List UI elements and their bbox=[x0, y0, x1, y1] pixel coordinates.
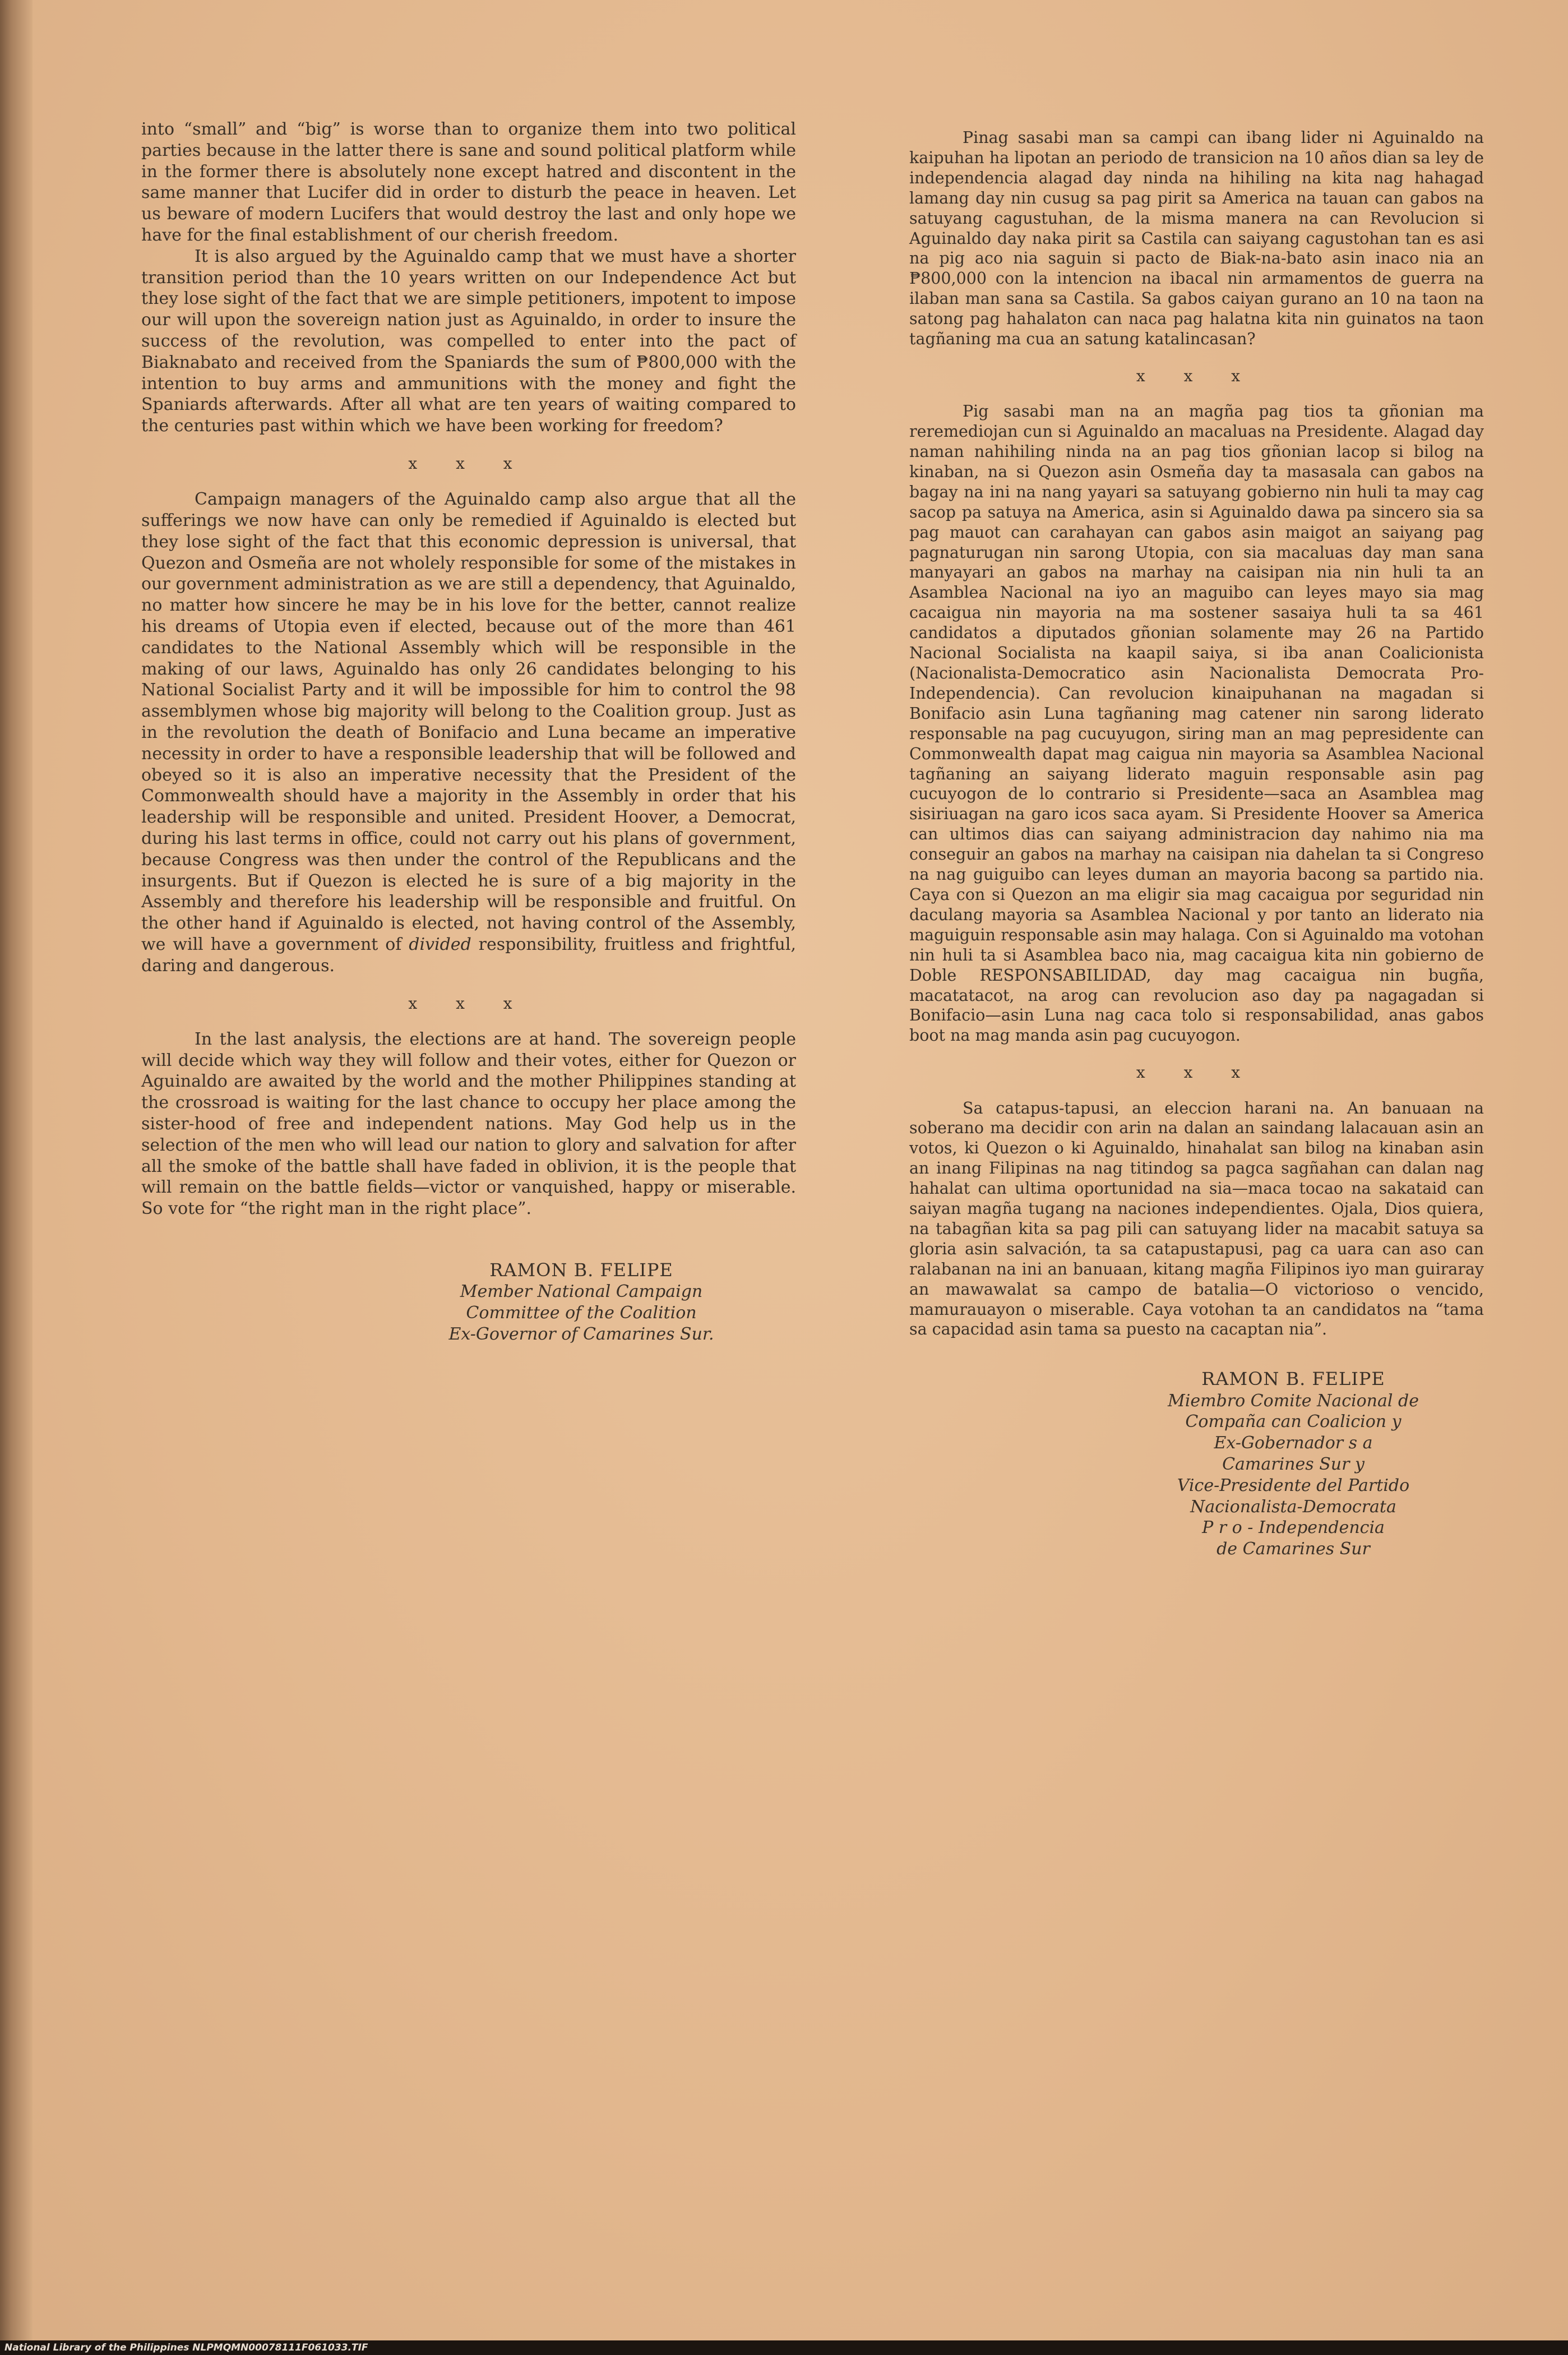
left-paragraph-1: into “small” and “big” is worse than to organize them into two political parties because in the latter there is sane and sound political platform while in the former there is absolutely none except hatred and discontent in the same manner that Lucifer did in order to disturb the peace in heaven. Let us beware of modern Lucifers that would destroy the last and only hope we have for the final establishment of our cherish freedom. bbox=[141, 119, 796, 245]
scan-edge-shadow bbox=[0, 0, 33, 2355]
signature-title-line: Camarines Sur y bbox=[1222, 1454, 1365, 1475]
left-paragraph-3-end: responsibility, fruitless and frightful, daring and dangerous. bbox=[141, 934, 796, 976]
section-separator: x x x bbox=[408, 994, 529, 1013]
section-separator: x x x bbox=[408, 454, 529, 473]
scan-footer-label: National Library of the Philippines NLPMQMN00078111F061033.TIF bbox=[4, 2342, 368, 2353]
section-separator: x x x bbox=[1136, 1063, 1257, 1082]
scan-footer-bar bbox=[0, 2340, 1568, 2355]
left-paragraph-2: It is also argued by the Aguinaldo camp that we must have a shorter transition period than the 10 years written on our Independence Act but they lose sight of the fact that we are simple petitioners, impotent to impose our will upon the sovereign nation just as Aguinaldo, in order to insure the success of the revolution, was compelled to enter into the pact of Biaknabato and received from the Spaniards the sum of ₱800,000 with the intention to buy arms and ammunitions with the money and fight the Spaniards afterwards. After all what are ten years of waiting compared to the centuries past within which we have been working for freedom? bbox=[141, 246, 796, 436]
left-paragraph-4: In the last analysis, the elections are at hand. The sovereign people will decide which way they will follow and their votes, either for Quezon or Aguinaldo are awaited by the world and the mother Philippines standing at the crossroad is waiting for the last chance to occupy her place among the sister-hood of free and independent nations. May God help us in the selection of the men who will lead our nation to glory and salvation for after all the smoke of the battle shall have faded in oblivion, it is the people that will remain on the battle fields—victor or vanquished, happy or miserable. So vote for “the right man in the right place”. bbox=[141, 1029, 796, 1219]
right-paragraph-1: Pinag sasabi man sa campi can ibang lider ni Aguinaldo na kaipuhan ha lipotan an periodo de transicion na 10 años dian sa ley de independencia alagad day ninda na hihiling na kita nag hahagad lamang day nin cusug sa pag pirit sa America na tauan can gabos na satuyang cagustuhan, de la misma manera na can Revolucion si Aguinaldo day naka pirit sa Castila can saiyang cagustohan tan es asi na pig aco nia saguin si pacto de Biak-na-bato asin inaco nia an ₱800,000 con la intencion na ibacal nin armamentos de guerra na ilaban man sana sa Castila. Sa gabos caiyan gurano an 10 na taon na satong pag hahalaton can naca pag halatna kita nin guinatos na taon tagñaning ma cua an satung katalincasan? bbox=[909, 128, 1484, 349]
signature-title-line: Ex-Governor of Camarines Sur. bbox=[448, 1324, 714, 1344]
signature-title-line: Member National Campaign bbox=[460, 1282, 703, 1302]
signature-block-english bbox=[388, 1259, 775, 1345]
signature-title-line: de Camarines Sur bbox=[1217, 1539, 1370, 1559]
left-column-english bbox=[141, 119, 796, 1345]
signature-title-line: Ex-Gobernador s a bbox=[1214, 1433, 1373, 1453]
signature-title-line: Committee of the Coalition bbox=[466, 1303, 697, 1323]
signature-title-line: Vice-Presidente del Partido bbox=[1177, 1475, 1410, 1495]
right-column-bikol bbox=[909, 128, 1484, 1560]
section-separator: x x x bbox=[1136, 366, 1257, 385]
signature-name: RAMON B. FELIPE bbox=[1201, 1368, 1385, 1390]
right-paragraph-3: Sa catapus-tapusi, an eleccion harani na. An banuaan na soberano ma decidir con arin na dalan an saindang lalacauan asin an votos, ki Quezon o ki Aguinaldo, hinahalat san bilog na kinaban asin an inang Filipinas na nag titindog sa pagca sagñahan can dalan nag hahalat can ultima oportunidad na sia—maca tocao na sakataid can saiyan magña tugang na naciones independientes. Ojala, Dios quiera, na tabagñan kita sa pag pili can satuyang lider na macabit satuya sa gloria asin salvación, ta sa catapustapusi, pag ca uara can aso can ralabanan na ini an banuaan, kitang magña Filipinos iyo man guiraray an mawawalat sa campo de batalia—O victorioso o vencido, mamurauayon o miserable. Caya votohan ta an candidatos na “tama sa capacidad asin tama sa puesto na cacaptan nia”. bbox=[909, 1098, 1484, 1339]
left-paragraph-3 bbox=[141, 489, 796, 976]
signature-title-line: Miembro Comite Nacional de bbox=[1168, 1391, 1419, 1411]
signature-title-line: Compaña can Coalicion y bbox=[1185, 1412, 1402, 1432]
signature-title-line: Nacionalista-Democrata bbox=[1190, 1497, 1396, 1517]
left-paragraph-3-text: Campaign managers of the Aguinaldo camp also argue that all the sufferings we now have can only be remedied if Aguinaldo is elected but they lose sight of the fact that this economic depression is universal, that Quezon and Osmeña are not wholely responsible for some of the mistakes in our government administration as we are still a dependency, that Aguinaldo, no matter how sincere he may be in his love for the better, cannot realize his dreams of Utopia even if elected, because out of the more than 461 candidates to the National Assembly which will be responsible in the making of our laws, Aguinaldo has only 26 candidates belonging to his National Socialist Party and it will be impossible for him to control the 98 assemblymen whose big majority will belong to the Coalition group. Just as in the revolution the death of Bonifacio and Luna became an imperative necessity in order to have a responsible leadership that will be followed and obeyed so it is also an imperative necessity that the President of the Commonwealth should have a majority in the Assembly in order that his leadership will be responsible and united. President Hoover, a Democrat, during his last terms in office, could not carry out his plans of government, because Congress was then under the control of the Republicans and the insurgents. But if Quezon is elected he is sure of a big majority in the Assembly and therefore his leadership will be responsible and fruitful. On the other hand if Aguinaldo is elected, not having control of the Assembly, we will have a government of bbox=[141, 490, 796, 954]
signature-block-bikol bbox=[1100, 1368, 1487, 1560]
left-paragraph-3-emphasis: divided bbox=[409, 934, 471, 954]
signature-title-line: P r o - Independencia bbox=[1202, 1518, 1385, 1538]
right-paragraph-2: Pig sasabi man na an magña pag tios ta gñonian ma reremediojan cun si Aguinaldo an macaluas na Presidente. Alagad day naman nahihiling ninda na an pag tios gñonian lacop si bilog na kinaban, na si Quezon asin Osmeña day ta masasala can gabos na bagay na ini na nang yayari sa satuyang gobierno nin huli ta may cag sacop pa satuya na America, asin si Aguinaldo dawa pa sincero sia sa pag mauot can carahayan can gabos asin maigot an saiyang pag pagnaturugan nin sarong Utopia, con sia macaluas day man sana manyayari an gabos na marhay na caisipan nia nin huli ta an Asamblea Nacional na iyo an maguibo can leyes mayo sia mag cacaigua nin mayoria na ma sostener sasaiya huli ta sa 461 candidatos a diputados gñonian solamente may 26 na Partido Nacional Socialista na kaapil saiya, si iba anan Coalicionista (Nacionalista-Democratico asin Nacionalista Democrata Pro-Independencia). Can revolucion kinaipuhanan na magadan si Bonifacio asin Luna tagñaning mag catener nin sarong liderato responsable na pag cucuyugon, siring man an mag pepresidente can Commonwealth dapat mag caigua nin mayoria sa Asamblea Nacional tagñaning an saiyang liderato maguin responsable asin pag cucuyogon de lo contrario si Presidente—saca an Asamblea mag sisiriuagan na garo icos saca ayam. Si Presidente Hoover sa America can ultimos dias can saiyang administracion day nahimo nia ma conseguir an gabos na marhay na caisipan nia dahelan ta si Congreso na nag guiguibo can leyes duman an mayoria bacong sa partido nia. Caya con si Quezon an ma eligir sia mag cacaigua por seguridad nin daculang mayoria sa Asamblea Nacional y por tanto an liderato nia maguiguin responsable asin may halaga. Con si Aguinaldo ma votohan nin huli ta si Asamblea baco nia, mag cacaigua kita nin gobierno de Doble RESPONSABILIDAD, day mag cacaigua nin bugña, macatatacot, na arog can revolucion aso day pa nagagadan si Bonifacio—asin Luna nag caca tolo si responsabilidad, anas gabos boot na mag manda asin pag cucuyogon. bbox=[909, 402, 1484, 1045]
signature-name: RAMON B. FELIPE bbox=[489, 1259, 673, 1281]
